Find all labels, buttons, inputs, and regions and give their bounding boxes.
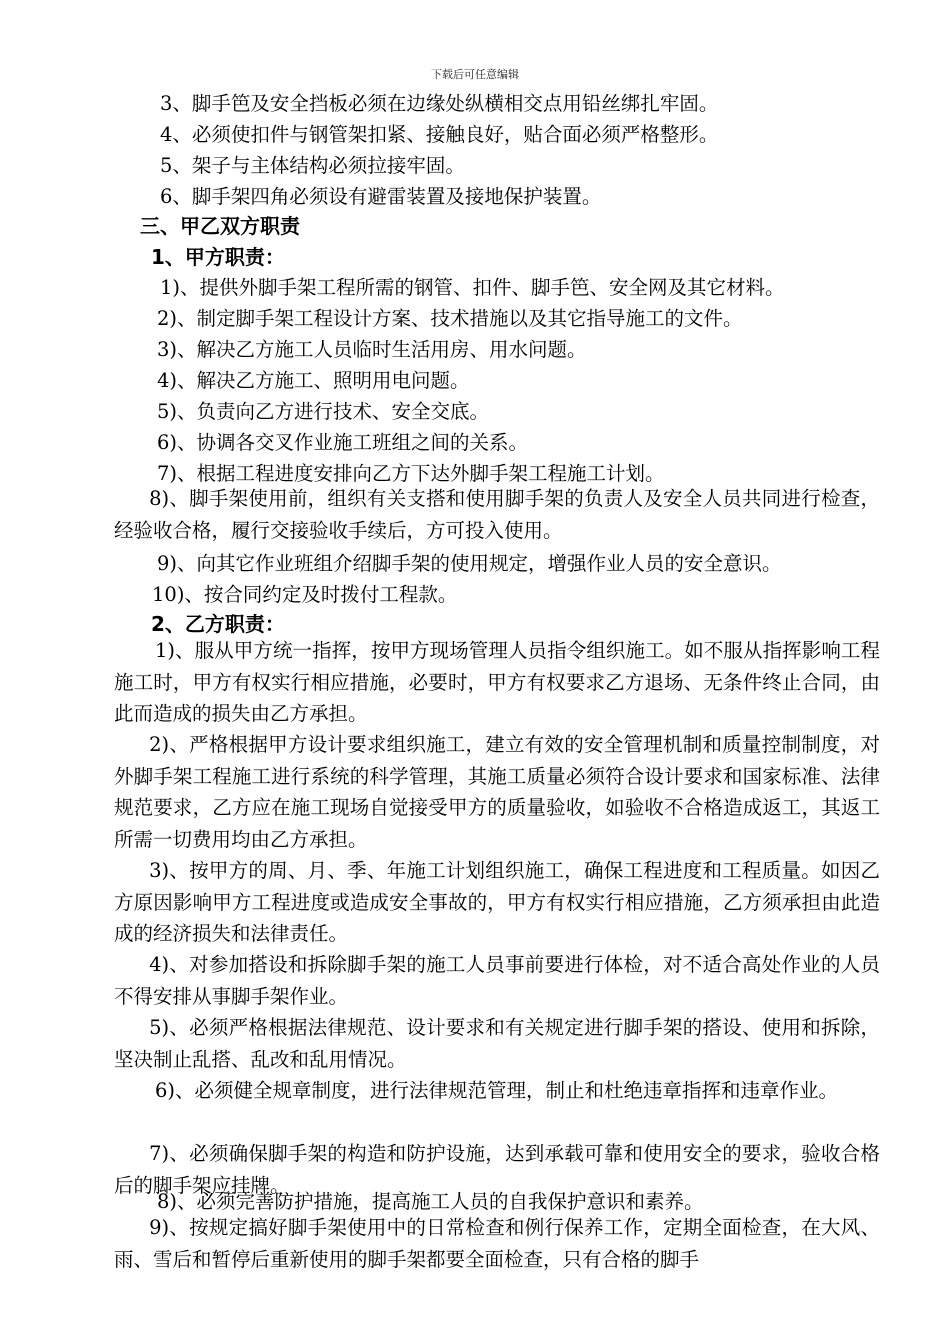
party-b-item: 5)、必须严格根据法律规范、设计要求和有关规定进行脚手架的搭设、使用和拆除，坚决制止乱搭、乱改和乱用情况。 [114, 1016, 880, 1071]
page-header: 下载后可任意编辑 [431, 68, 519, 81]
party-b-item: 2)、严格根据甲方设计要求组织施工，建立有效的安全管理机制和质量控制制度，对外脚手架工程施工进行系统的科学管理，其施工质量必须符合设计要求和国家标准、法律规范要求，乙方应在施工现场自觉接受甲方的质量验收，如验收不合格造成返工，其返工所需一切费用均由乙方承担。 [114, 733, 880, 851]
party-b-item: 3)、按甲方的周、月、季、年施工计划组织施工，确保工程进度和工程质量。如因乙方原因影响甲方工程进度或造成安全事故的，甲方有权实行相应措施，乙方须承担由此造成的经济损失和法律责任。 [114, 859, 880, 946]
party-b-title: 2、乙方职责： [151, 612, 285, 636]
party-a-item: 1)、提供外脚手架工程所需的钢管、扣件、脚手笆、安全网及其它材料。 [160, 276, 785, 299]
party-a-item: 9)、向其它作业班组介绍脚手架的使用规定，增强作业人员的安全意识。 [157, 552, 782, 575]
party-a-item: 8)、脚手架使用前，组织有关支搭和使用脚手架的负责人及安全人员共同进行检查，经验收合格，履行交接验收手续后，方可投入使用。 [114, 487, 880, 542]
party-b-item: 1)、服从甲方统一指挥，按甲方现场管理人员指令组织施工。如不服从指挥影响工程施工时，甲方有权实行相应措施，必要时，甲方有权要求乙方退场、无条件终止合同，由此而造成的损失由乙方承担。 [114, 639, 880, 726]
party-a-item: 10)、按合同约定及时拨付工程款。 [152, 583, 458, 606]
item-4: 4、必须使扣件与钢管架扣紧、接触良好，贴合面必须严格整形。 [160, 123, 719, 146]
party-a-item: 3)、解决乙方施工人员临时生活用房、用水问题。 [157, 338, 587, 361]
item-6: 6、脚手架四角必须设有避雷装置及接地保护装置。 [160, 185, 602, 208]
party-b-item: 7)、必须确保脚手架的构造和防护设施，达到承载可靠和使用安全的要求，验收合格后的脚手架应挂牌。 [114, 1142, 880, 1197]
section-title: 三、甲乙双方职责 [140, 214, 300, 238]
party-a-item: 5)、负责向乙方进行技术、安全交底。 [157, 400, 490, 423]
party-a-item: 2)、制定脚手架工程设计方案、技术措施以及其它指导施工的文件。 [157, 307, 743, 330]
party-a-item: 6)、协调各交叉作业施工班组之间的关系。 [157, 431, 529, 454]
party-b-item: 9)、按规定搞好脚手架使用中的日常检查和例行保养工作，定期全面检查，在大风、雨、雪后和暂停后重新使用的脚手架都要全面检查，只有合格的脚手 [114, 1216, 880, 1271]
party-a-item: 7)、根据工程进度安排向乙方下达外脚手架工程施工计划。 [157, 462, 665, 485]
party-a-title: 1、甲方职责： [151, 245, 285, 269]
party-a-item: 4)、解决乙方施工、照明用电问题。 [157, 369, 470, 392]
party-b-item: 6)、必须健全规章制度，进行法律规范管理，制止和杜绝违章指挥和违章作业。 [154, 1079, 838, 1102]
party-b-item: 8)、必须完善防护措施，提高施工人员的自我保护意识和素养。 [157, 1190, 704, 1213]
item-3: 3、脚手笆及安全挡板必须在边缘处纵横相交点用铅丝绑扎牢固。 [160, 92, 719, 115]
party-b-item: 4)、对参加搭设和拆除脚手架的施工人员事前要进行体检，对不适合高处作业的人员不得安排从事脚手架作业。 [114, 953, 880, 1008]
item-5: 5、架子与主体结构必须拉接牢固。 [160, 154, 465, 177]
